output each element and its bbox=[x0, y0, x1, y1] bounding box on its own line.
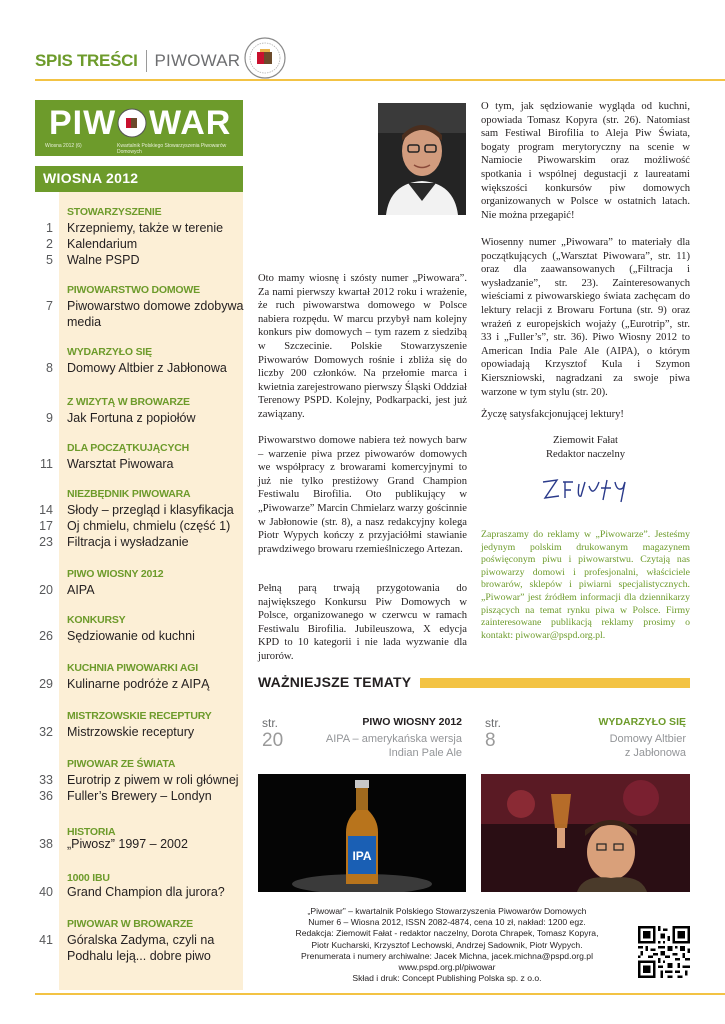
qr-code-icon bbox=[638, 926, 690, 978]
toc-entry-page: 26 bbox=[39, 629, 53, 643]
toc-section-heading: WYDARZYŁO SIĘ bbox=[67, 346, 152, 358]
signature-name: Ziemowit Fałat bbox=[552, 435, 619, 446]
toc-entry-title: Kulinarne podróże z AIPĄ bbox=[67, 677, 210, 691]
toc-entry-title: Eurotrip z piwem w roli głównej bbox=[67, 773, 239, 787]
toc-entry-page: 17 bbox=[39, 519, 53, 533]
toc-section-heading: PIWOWAR W BROWARZE bbox=[67, 918, 193, 930]
toc-entry-title: Piwowarstwo domowe zdobywa media bbox=[67, 299, 244, 329]
advertising-note: Zapraszamy do reklamy w „Piwowarze”. Jesteśmy jedynym polskim drukowanym magazynem poświęconym piwu i piwowarstwu. Czytają nas piwowarzy domowi i profesjonalni, właściciele browarów, sklepów i piwiarni specjalistycznych. „Piwowar” jest źródłem informacji dla dziennikarzy piszących na temat rynku piwa w Polsce. Firmy zainteresowane publikacją reklamy prosimy o kontakt: piwowar@pspd.org.pl. bbox=[481, 529, 690, 641]
topic-card-aipa[interactable] bbox=[258, 712, 466, 892]
toc-section-heading: 1000 IBU bbox=[67, 872, 110, 884]
topic-card-desc2: Indian Pale Ale bbox=[388, 747, 462, 759]
toc-entry-title: Jak Fortuna z popiołów bbox=[67, 411, 196, 425]
toc-section-heading: PIWOWARSTWO DOMOWE bbox=[67, 284, 200, 296]
toc-entry-title: Krzepniemy, także w terenie bbox=[67, 221, 224, 235]
toc-entry-title: Góralska Zadyma, czyli na Podhalu leją... dobre piwo bbox=[67, 933, 215, 963]
beer-bottle-photo bbox=[258, 774, 466, 892]
imprint-line: Numer 6 – Wiosna 2012, ISSN 2082-4874, cena 10 zł, nakład: 1200 egz. bbox=[308, 917, 586, 928]
toc-entry-title: Domowy Altbier z Jabłonowa bbox=[67, 361, 227, 375]
editorial-col1-p2: Piwowarstwo domowe nabiera też nowych barw – warzenie piwa przez piwowarów domowych we współpracy z browarami komercyjnymi to już nie tylko prestiżowy Grand Champion Festiwalu Birofilia. Oto publikujący w „Piwowarze” Marcin Chmielarz warzy gościnnie w Jabłonowie (str. 8), a nasz redakcyjny kolega Piotr Wypych kończy z przyjaciółmi stawianie prawdziwego browaru rzemieślniczego Artezan. bbox=[258, 435, 467, 555]
toc-entry-title: Filtracja i wysładzanie bbox=[67, 535, 189, 549]
imprint-line: Piotr Kucharski, Krzysztof Lechowski, Andrzej Sadownik, Piotr Wypych. bbox=[311, 939, 583, 950]
imprint-line: www.pspd.org.pl/piwowar bbox=[398, 962, 496, 973]
masthead-title-left: PIW bbox=[49, 104, 117, 142]
topics-heading-bar bbox=[420, 678, 690, 688]
toc-section-heading: KONKURSY bbox=[67, 614, 126, 626]
toc-entry-page: 36 bbox=[39, 789, 53, 803]
signature-role: Redaktor naczelny bbox=[545, 449, 626, 460]
topic-card-section: WYDARZYŁO SIĘ bbox=[598, 716, 686, 728]
toc-entry-page: 5 bbox=[46, 253, 53, 267]
toc-section-heading: MISTRZOWSKIE RECEPTURY bbox=[67, 710, 212, 722]
masthead-issue: Wiosna 2012 (6) bbox=[45, 143, 82, 149]
editorial-col1-p1: Oto mamy wiosnę i szósty numer „Piwowara”. Za nami pierwszy kwartał 2012 roku i wrażenie, że ruch piwowarstwa domowego w Polsce nabiera rozpędu. W marcu przybył nam kolejny konkurs piw domowych – tym razem z siedzibą w Szczecinie. Polskie Stowarzyszenie Piwowarów Domowych rośnie i zbliża się do liczby 200 członków. Na przełomie marca i kwietnia zarejestrowano pierwszy Śląski Oddział Terenowy PSPD. Kolejny, Podkarpacki, jest już zawiązany. bbox=[258, 273, 467, 420]
editor-portrait-image bbox=[378, 103, 466, 215]
imprint-line: Prenumerata i numery archiwalne: Jacek Michna, jacek.michna@pspd.org.pl bbox=[301, 950, 593, 961]
topic-card-page: 20 bbox=[262, 730, 284, 751]
editorial-col2-p3: Życzę satysfakcjonującej lektury! bbox=[481, 409, 624, 420]
topic-card-desc2: z Jabłonowa bbox=[624, 747, 686, 759]
season-banner bbox=[35, 166, 243, 192]
header-magazine: PIWOWAR bbox=[154, 51, 241, 70]
toc-entry-title: Fuller’s Brewery – Londyn bbox=[67, 789, 212, 803]
brewer-photo bbox=[481, 774, 690, 892]
header-section: SPIS TREŚCI bbox=[35, 51, 138, 70]
svg-text:IPA: IPA bbox=[352, 849, 372, 863]
toc-entry-page: 23 bbox=[39, 535, 53, 549]
toc-entry-page: 32 bbox=[39, 725, 53, 739]
beer-bottle-image bbox=[258, 774, 466, 892]
toc-entry-page: 33 bbox=[39, 773, 53, 787]
toc-entry-title: Walne PSPD bbox=[67, 253, 140, 267]
footer-rule bbox=[35, 993, 725, 995]
masthead bbox=[35, 100, 243, 156]
toc-section-heading: KUCHNIA PIWOWARKI AGI bbox=[67, 662, 198, 674]
topics-heading: WAŻNIEJSZE TEMATY bbox=[258, 674, 412, 690]
imprint-line: Redakcja: Ziemowit Fałat - redaktor naczelny, Dorota Chrapek, Tomasz Kopyra, bbox=[295, 928, 599, 939]
masthead-title-right: WAR bbox=[149, 104, 232, 142]
masthead-publisher: Kwartalnik Polskiego Stowarzyszenia Piwowarów Domowych bbox=[117, 143, 227, 155]
toc-entry-title: Sędziowanie od kuchni bbox=[67, 629, 195, 643]
season-label: WIOSNA 2012 bbox=[43, 170, 139, 186]
toc-entry-title: Warsztat Piwowara bbox=[67, 457, 174, 471]
header-divider bbox=[146, 50, 147, 72]
toc-entry-page: 2 bbox=[46, 237, 53, 251]
toc-entry-page: 8 bbox=[46, 361, 53, 375]
pspd-seal-logo-icon bbox=[244, 37, 286, 79]
imprint-line: „Piwowar” – kwartalnik Polskiego Stowarzyszenia Piwowarów Domowych bbox=[307, 906, 587, 916]
handwritten-signature bbox=[537, 468, 637, 508]
topic-card-str-label: str. bbox=[485, 716, 502, 730]
toc-entry-page: 1 bbox=[46, 221, 53, 235]
toc-entry-title: „Piwosz” 1997 – 2002 bbox=[67, 837, 188, 851]
topic-card-altbier[interactable] bbox=[481, 712, 690, 892]
toc-entry-title: Grand Champion dla jurora? bbox=[67, 885, 225, 899]
toc-section-heading: STOWARZYSZENIE bbox=[67, 206, 162, 218]
imprint bbox=[272, 906, 622, 984]
toc-entry-title: Mistrzowskie receptury bbox=[67, 725, 195, 739]
toc-entry-page: 41 bbox=[39, 933, 53, 947]
toc-entry-page: 7 bbox=[46, 299, 53, 313]
toc-section-heading: PIWOWAR ZE ŚWIATA bbox=[67, 758, 176, 770]
toc-entry-title: AIPA bbox=[67, 583, 95, 597]
editor-photo bbox=[378, 103, 466, 215]
toc-entry-page: 20 bbox=[39, 583, 53, 597]
header-rule bbox=[35, 79, 725, 81]
toc-entry-title: Kalendarium bbox=[67, 237, 138, 251]
topic-card-page: 8 bbox=[485, 730, 496, 751]
toc-section-heading: Z WIZYTĄ W BROWARZE bbox=[67, 396, 190, 408]
editorial-col1-p3: Pełną parą trwają przygotowania do największego Konkursu Piw Domowych w Polsce, organizowanego w czerwcu w ramach Festiwalu Birofilia. Jubileuszowa, X edycja KPD to 10 kategorii i nie lada wyzwanie dla jurorów. bbox=[258, 583, 467, 662]
topic-card-desc1: AIPA – amerykańska wersja bbox=[325, 733, 462, 745]
topic-card-str-label: str. bbox=[262, 716, 279, 730]
topic-card-desc1: Domowy Altbier bbox=[609, 733, 686, 745]
toc-entry-page: 14 bbox=[39, 503, 53, 517]
editorial-col2-p1: O tym, jak sędziowanie wygląda od kuchni, opowiada Tomasz Kopyra (str. 26). Natomiast sam Festiwal Birofilia to Aleja Piw Świata, bogaty program merytoryczny na scenie w Namiocie Piwowarskim oraz możliwość spotkania i wspólnej degustacji z laureatami większości konkursów piw domowych organizowanych w Polsce w ostatnich latach. Nie można przegapić! bbox=[481, 101, 690, 221]
toc-entry-page: 11 bbox=[40, 457, 53, 471]
toc-entry-page: 9 bbox=[46, 411, 53, 425]
imprint-line: Skład i druk: Concept Publishing Polska sp. z o.o. bbox=[352, 973, 542, 984]
topic-card-section: PIWO WIOSNY 2012 bbox=[362, 716, 462, 728]
toc-section-heading: NIEZBĘDNIK PIWOWARA bbox=[67, 488, 191, 500]
toc-section-heading: DLA POCZĄTKUJĄCYCH bbox=[67, 442, 190, 454]
toc-entry-title: Oj chmielu, chmielu (część 1) bbox=[67, 519, 231, 533]
toc-entry-page: 38 bbox=[39, 837, 53, 851]
editorial-col2-p2: Wiosenny numer „Piwowara” to materiały dla początkujących („Warsztat Piwowara”, str. 11) oraz dla zaawansowanych („Filtracja i wysładzanie”, str. 23). Zainteresowanych wieściami z piwowarskiego świata zachęcam do lektury relacji z Browaru Fortuna (str. 9) oraz wrażeń z europejskich wojaży („Eurotrip”, str. 33 i „Fuller’s”, str. 36). Piwo Wiosny 2012 to American India Pale Ale (AIPA), o którym opowiadają Krzysztof Kula i Szymon Kierszniowski, nagradzani za swoje piwa warzone w tym stylu (str. 20). bbox=[481, 237, 690, 398]
toc-entry-page: 40 bbox=[39, 885, 53, 899]
masthead-seal-icon bbox=[117, 108, 147, 138]
page-header bbox=[35, 46, 240, 76]
toc-section-heading: PIWO WIOSNY 2012 bbox=[67, 568, 164, 580]
toc-entry-page: 29 bbox=[39, 677, 53, 691]
toc-entry-title: Słody – przegląd i klasyfikacja bbox=[67, 503, 234, 517]
brewer-toast-image bbox=[481, 774, 690, 892]
toc-section-heading: HISTORIA bbox=[67, 826, 116, 838]
